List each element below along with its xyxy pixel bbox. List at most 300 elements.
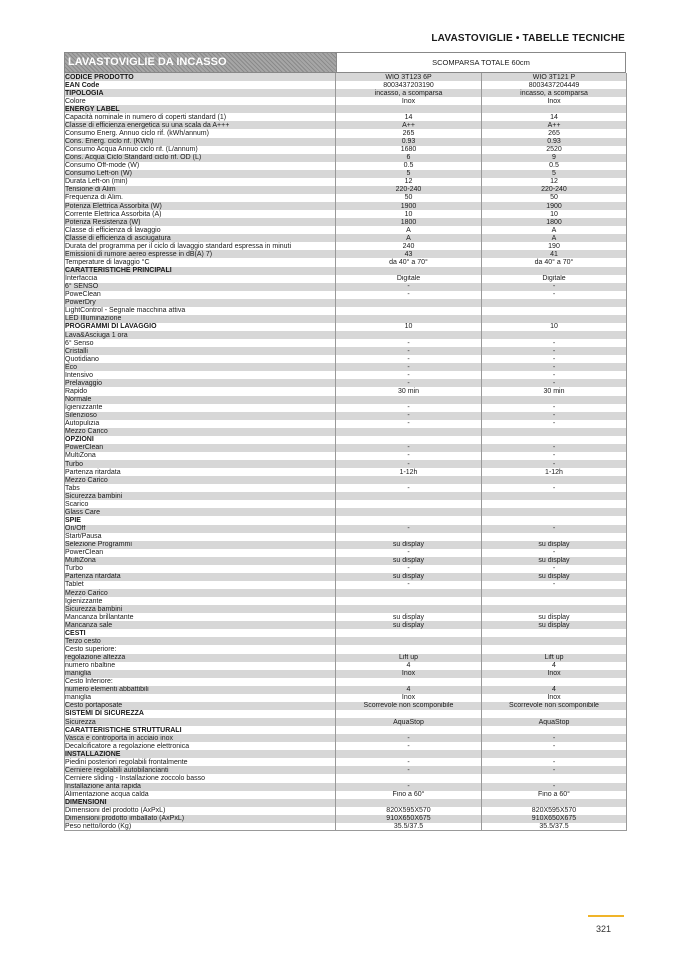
table-row	[65, 170, 627, 178]
table-title: LAVASTOVIGLIE DA INCASSO	[65, 53, 336, 72]
spec-label: Selezione Programmi	[65, 541, 336, 549]
spec-label: Decalcificatore a regolazione elettronica	[65, 742, 336, 750]
table-row	[65, 694, 627, 702]
table-row	[65, 138, 627, 146]
value-model-1: incasso, a scomparsa	[336, 89, 482, 97]
value-model-1	[336, 307, 482, 315]
table-row	[65, 258, 627, 266]
table-row	[65, 275, 627, 283]
spec-label: ENERGY LABEL	[65, 105, 336, 113]
section-row	[65, 799, 627, 807]
value-model-1: 30 min	[336, 387, 482, 395]
table-row	[65, 97, 627, 105]
table-row	[65, 250, 627, 258]
table-row	[65, 154, 627, 162]
spec-label: Colore	[65, 97, 336, 105]
value-model-2: incasso, a scomparsa	[482, 89, 627, 97]
value-model-1: 0.5	[336, 162, 482, 170]
table-row	[65, 404, 627, 412]
value-model-2: -	[482, 355, 627, 363]
table-row	[65, 355, 627, 363]
spec-sheet	[64, 52, 626, 831]
spec-label: Durata del programma per il ciclo di lavaggio standard espressa in minuti	[65, 242, 336, 250]
table-row	[65, 621, 627, 629]
table-row	[65, 444, 627, 452]
value-model-1: su display	[336, 613, 482, 621]
table-row	[65, 194, 627, 202]
value-model-1: -	[336, 291, 482, 299]
table-row	[65, 162, 627, 170]
table-row	[65, 468, 627, 476]
value-model-2	[482, 799, 627, 807]
value-model-2	[482, 307, 627, 315]
value-model-1: -	[336, 460, 482, 468]
value-model-1: 14	[336, 113, 482, 121]
value-model-2: Fino a 60°	[482, 791, 627, 799]
spec-label: Potenza Resistenza (W)	[65, 218, 336, 226]
table-row	[65, 581, 627, 589]
table-row	[65, 452, 627, 460]
value-model-2: -	[482, 339, 627, 347]
table-row	[65, 113, 627, 121]
spec-label: Sicurezza	[65, 718, 336, 726]
value-model-1: da 40° a 70°	[336, 258, 482, 266]
value-model-1: su display	[336, 621, 482, 629]
table-row	[65, 218, 627, 226]
value-model-1: WIO 3T123 6P	[336, 73, 482, 81]
section-row	[65, 323, 627, 331]
value-model-1: -	[336, 742, 482, 750]
value-model-2: -	[482, 379, 627, 387]
spec-label: Mancanza brillantante	[65, 613, 336, 621]
value-model-1: 0.93	[336, 138, 482, 146]
value-model-2: -	[482, 460, 627, 468]
spec-label: LED Illuminazione	[65, 315, 336, 323]
spec-label: Consumo Acqua Annuo ciclo rif. (L/annum)	[65, 146, 336, 154]
spec-label: MultiZona	[65, 557, 336, 565]
table-row	[65, 492, 627, 500]
value-model-1: -	[336, 347, 482, 355]
value-model-1: A	[336, 226, 482, 234]
value-model-2: -	[482, 758, 627, 766]
value-model-1: Lift up	[336, 654, 482, 662]
spec-label: Classe di efficienza energetica su una scala da A+++	[65, 121, 336, 129]
value-model-1	[336, 597, 482, 605]
spec-label: OPZIONI	[65, 436, 336, 444]
value-model-2	[482, 533, 627, 541]
value-model-1	[336, 436, 482, 444]
section-row	[65, 516, 627, 524]
value-model-1: -	[336, 484, 482, 492]
spec-label: Alimentazione acqua calda	[65, 791, 336, 799]
value-model-1: 910X650X675	[336, 815, 482, 823]
spec-label: Vasca e controporta in acciaio inox	[65, 734, 336, 742]
value-model-2: Scorrevole non scomponibile	[482, 702, 627, 710]
value-model-1	[336, 492, 482, 500]
value-model-1: 1900	[336, 202, 482, 210]
table-row	[65, 186, 627, 194]
value-model-2	[482, 436, 627, 444]
value-model-1: A	[336, 234, 482, 242]
table-row	[65, 783, 627, 791]
table-row	[65, 686, 627, 694]
spec-label: Silenzioso	[65, 412, 336, 420]
spec-label: Quotidiano	[65, 355, 336, 363]
value-model-1: -	[336, 766, 482, 774]
spec-label: Mezzo Carico	[65, 476, 336, 484]
value-model-1: 1680	[336, 146, 482, 154]
spec-label: Cons. Energ. ciclo rif. (KWh)	[65, 138, 336, 146]
spec-label: Intensivo	[65, 371, 336, 379]
value-model-2: A++	[482, 121, 627, 129]
spec-label: regolazione altezza	[65, 654, 336, 662]
table-row	[65, 371, 627, 379]
value-model-1: -	[336, 444, 482, 452]
value-model-2: -	[482, 371, 627, 379]
value-model-2: -	[482, 484, 627, 492]
table-row	[65, 565, 627, 573]
table-row	[65, 129, 627, 137]
spec-label: Mezzo Carico	[65, 589, 336, 597]
value-model-1: 35.5/37.5	[336, 823, 482, 831]
section-row	[65, 105, 627, 113]
value-model-1	[336, 299, 482, 307]
value-model-1: 220-240	[336, 186, 482, 194]
table-row	[65, 379, 627, 387]
spec-label: Partenza ritardata	[65, 468, 336, 476]
spec-label: Frequenza di Alim.	[65, 194, 336, 202]
spec-label: Interfaccia	[65, 275, 336, 283]
value-model-1	[336, 799, 482, 807]
value-model-2: 9	[482, 154, 627, 162]
value-model-2: 50	[482, 194, 627, 202]
spec-label: Cesto Inferiore:	[65, 678, 336, 686]
spec-label: Sicurezza bambini	[65, 492, 336, 500]
value-model-2	[482, 267, 627, 275]
value-model-2	[482, 645, 627, 653]
table-row	[65, 226, 627, 234]
spec-label: Tabs	[65, 484, 336, 492]
value-model-2: 10	[482, 323, 627, 331]
value-model-1	[336, 516, 482, 524]
spec-label: Scarico	[65, 500, 336, 508]
value-model-1: -	[336, 379, 482, 387]
spec-table	[64, 73, 627, 831]
value-model-2: 12	[482, 178, 627, 186]
value-model-1: Fino a 60°	[336, 791, 482, 799]
value-model-1: 265	[336, 129, 482, 137]
value-model-1: 6	[336, 154, 482, 162]
table-row	[65, 758, 627, 766]
spec-label: Turbo	[65, 460, 336, 468]
value-model-2: -	[482, 525, 627, 533]
value-model-2	[482, 516, 627, 524]
value-model-2: -	[482, 291, 627, 299]
value-model-2	[482, 597, 627, 605]
value-model-2: -	[482, 783, 627, 791]
value-model-1: -	[336, 549, 482, 557]
section-row	[65, 73, 627, 81]
spec-label: Mezzo Carico	[65, 428, 336, 436]
value-model-2	[482, 299, 627, 307]
value-model-1: -	[336, 565, 482, 573]
value-model-1: 10	[336, 210, 482, 218]
spec-label: Start/Pausa	[65, 533, 336, 541]
spec-label: Classe di efficienza di asciugatura	[65, 234, 336, 242]
table-row	[65, 702, 627, 710]
value-model-2	[482, 750, 627, 758]
value-model-1: Inox	[336, 97, 482, 105]
value-model-1: -	[336, 783, 482, 791]
value-model-2: -	[482, 404, 627, 412]
spec-label: Mancanza sale	[65, 621, 336, 629]
table-row	[65, 500, 627, 508]
value-model-2: -	[482, 581, 627, 589]
spec-label: Tablet	[65, 581, 336, 589]
table-row	[65, 823, 627, 831]
value-model-2: 820X595X570	[482, 807, 627, 815]
spec-label: PowerDry	[65, 299, 336, 307]
table-row	[65, 121, 627, 129]
spec-label: numero elementi abbattibili	[65, 686, 336, 694]
spec-label: numero ribaltine	[65, 662, 336, 670]
value-model-2: 10	[482, 210, 627, 218]
table-row	[65, 484, 627, 492]
value-model-1: 1-12h	[336, 468, 482, 476]
value-model-1: -	[336, 404, 482, 412]
table-row	[65, 791, 627, 799]
spec-label: Partenza ritardata	[65, 573, 336, 581]
table-row	[65, 589, 627, 597]
table-row	[65, 815, 627, 823]
value-model-2	[482, 637, 627, 645]
table-row	[65, 766, 627, 774]
value-model-1: 50	[336, 194, 482, 202]
value-model-2	[482, 774, 627, 782]
value-model-2: -	[482, 283, 627, 291]
value-model-2: 1900	[482, 202, 627, 210]
spec-label: Sicurezza bambini	[65, 605, 336, 613]
value-model-1: 4	[336, 662, 482, 670]
spec-label: Normale	[65, 396, 336, 404]
spec-label: Cerniere regolabili autobilancianti	[65, 766, 336, 774]
table-row	[65, 549, 627, 557]
spec-label: CARATTERISTICHE STRUTTURALI	[65, 726, 336, 734]
value-model-2: 5	[482, 170, 627, 178]
spec-label: maniglia	[65, 670, 336, 678]
spec-label: Glass Care	[65, 508, 336, 516]
value-model-2	[482, 678, 627, 686]
value-model-2: 8003437204449	[482, 81, 627, 89]
value-model-2: -	[482, 742, 627, 750]
table-row	[65, 412, 627, 420]
spec-label: maniglia	[65, 694, 336, 702]
value-model-1: 240	[336, 242, 482, 250]
value-model-1	[336, 331, 482, 339]
value-model-2	[482, 331, 627, 339]
value-model-1	[336, 396, 482, 404]
spec-label: SPIE	[65, 516, 336, 524]
value-model-2: 265	[482, 129, 627, 137]
value-model-2: 14	[482, 113, 627, 121]
spec-label: Eco	[65, 363, 336, 371]
value-model-2: 35.5/37.5	[482, 823, 627, 831]
value-model-2: su display	[482, 621, 627, 629]
spec-label: Installazione anta rapida	[65, 783, 336, 791]
table-row	[65, 476, 627, 484]
spec-label: Dimensioni prodotto imballato (AxPxL)	[65, 815, 336, 823]
spec-label: Lava&Asciuga 1 ora	[65, 331, 336, 339]
value-model-1: -	[336, 355, 482, 363]
value-model-2	[482, 428, 627, 436]
spec-label: Cristalli	[65, 347, 336, 355]
table-row	[65, 299, 627, 307]
table-row	[65, 508, 627, 516]
spec-label: Piedini posteriori regolabili frontalmente	[65, 758, 336, 766]
table-row	[65, 283, 627, 291]
value-model-1	[336, 476, 482, 484]
value-model-2: su display	[482, 613, 627, 621]
value-model-2: su display	[482, 557, 627, 565]
value-model-2: 190	[482, 242, 627, 250]
value-model-2: -	[482, 549, 627, 557]
spec-label: Turbo	[65, 565, 336, 573]
value-model-1	[336, 645, 482, 653]
value-model-1: -	[336, 452, 482, 460]
table-row	[65, 807, 627, 815]
table-row	[65, 662, 627, 670]
value-model-1: Inox	[336, 694, 482, 702]
value-model-1	[336, 710, 482, 718]
value-model-2: AquaStop	[482, 718, 627, 726]
spec-label: Peso netto/lordo (Kg)	[65, 823, 336, 831]
spec-label: INSTALLAZIONE	[65, 750, 336, 758]
page-number: 321	[596, 924, 612, 934]
spec-label: 6° Senso	[65, 339, 336, 347]
value-model-1	[336, 726, 482, 734]
spec-label: DIMENSIONI	[65, 799, 336, 807]
value-model-2: 4	[482, 662, 627, 670]
spec-label: Terzo cesto	[65, 637, 336, 645]
value-model-2: -	[482, 363, 627, 371]
value-model-2: da 40° a 70°	[482, 258, 627, 266]
spec-label: Capacità nominale in numero di coperti standard (1)	[65, 113, 336, 121]
spec-label: PowerClean	[65, 444, 336, 452]
table-row	[65, 307, 627, 315]
value-model-2: -	[482, 420, 627, 428]
value-model-2	[482, 396, 627, 404]
value-model-2: -	[482, 412, 627, 420]
table-row	[65, 734, 627, 742]
value-model-1: -	[336, 283, 482, 291]
table-row	[65, 347, 627, 355]
spec-label: Igienizzante	[65, 404, 336, 412]
table-row	[65, 331, 627, 339]
value-model-2: 910X650X675	[482, 815, 627, 823]
value-model-1	[336, 629, 482, 637]
value-model-2: -	[482, 565, 627, 573]
value-model-1: su display	[336, 557, 482, 565]
section-row	[65, 267, 627, 275]
spec-label: Dimensioni del prodotto (AxPxL)	[65, 807, 336, 815]
spec-label: CODICE PRODOTTO	[65, 73, 336, 81]
spec-label: Consumo Left-on (W)	[65, 170, 336, 178]
spec-label: Temperature di lavaggio °C	[65, 258, 336, 266]
section-row	[65, 710, 627, 718]
value-model-1: 10	[336, 323, 482, 331]
table-row	[65, 541, 627, 549]
spec-label: SISTEMI DI SICUREZZA	[65, 710, 336, 718]
spec-label: Consumo Energ. Annuo ciclo rif. (kWh/annum)	[65, 129, 336, 137]
table-row	[65, 637, 627, 645]
table-row	[65, 146, 627, 154]
value-model-1: -	[336, 758, 482, 766]
value-model-1: Inox	[336, 670, 482, 678]
value-model-2: 0.5	[482, 162, 627, 170]
value-model-1	[336, 533, 482, 541]
table-row	[65, 178, 627, 186]
value-model-2: A	[482, 226, 627, 234]
value-model-1	[336, 605, 482, 613]
value-model-1	[336, 589, 482, 597]
section-row	[65, 436, 627, 444]
spec-label: Prelavaggio	[65, 379, 336, 387]
spec-label: LightControl - Segnale macchina attiva	[65, 307, 336, 315]
table-row	[65, 678, 627, 686]
value-model-1	[336, 678, 482, 686]
table-row	[65, 670, 627, 678]
table-row	[65, 428, 627, 436]
value-model-2: WIO 3T121 P	[482, 73, 627, 81]
spec-label: PowerClean	[65, 549, 336, 557]
table-row	[65, 339, 627, 347]
value-model-1: -	[336, 363, 482, 371]
section-row	[65, 81, 627, 89]
table-row	[65, 533, 627, 541]
table-row	[65, 234, 627, 242]
table-row	[65, 291, 627, 299]
value-model-2	[482, 500, 627, 508]
spec-label: Corrente Elettrica Assorbita (A)	[65, 210, 336, 218]
value-model-1	[336, 315, 482, 323]
value-model-1: 12	[336, 178, 482, 186]
value-model-2: Digitale	[482, 275, 627, 283]
value-model-1	[336, 500, 482, 508]
value-model-1	[336, 105, 482, 113]
value-model-2: -	[482, 766, 627, 774]
value-model-1: -	[336, 525, 482, 533]
value-model-2: 41	[482, 250, 627, 258]
value-model-2	[482, 508, 627, 516]
table-row	[65, 387, 627, 395]
spec-label: Igienizzante	[65, 597, 336, 605]
value-model-1: su display	[336, 573, 482, 581]
value-model-1	[336, 508, 482, 516]
spec-label: Cerniere sliding - Installazione zoccolo basso	[65, 774, 336, 782]
value-model-2: Inox	[482, 670, 627, 678]
value-model-2	[482, 726, 627, 734]
spec-label: MultiZona	[65, 452, 336, 460]
spec-label: Autopulizia	[65, 420, 336, 428]
value-model-2: -	[482, 444, 627, 452]
table-row	[65, 420, 627, 428]
spec-label: Classe di efficienza di lavaggio	[65, 226, 336, 234]
spec-label: CARATTERISTICHE PRINCIPALI	[65, 267, 336, 275]
value-model-1	[336, 774, 482, 782]
spec-label: Tensione di Alim	[65, 186, 336, 194]
section-row	[65, 89, 627, 97]
value-model-1: 8003437203190	[336, 81, 482, 89]
